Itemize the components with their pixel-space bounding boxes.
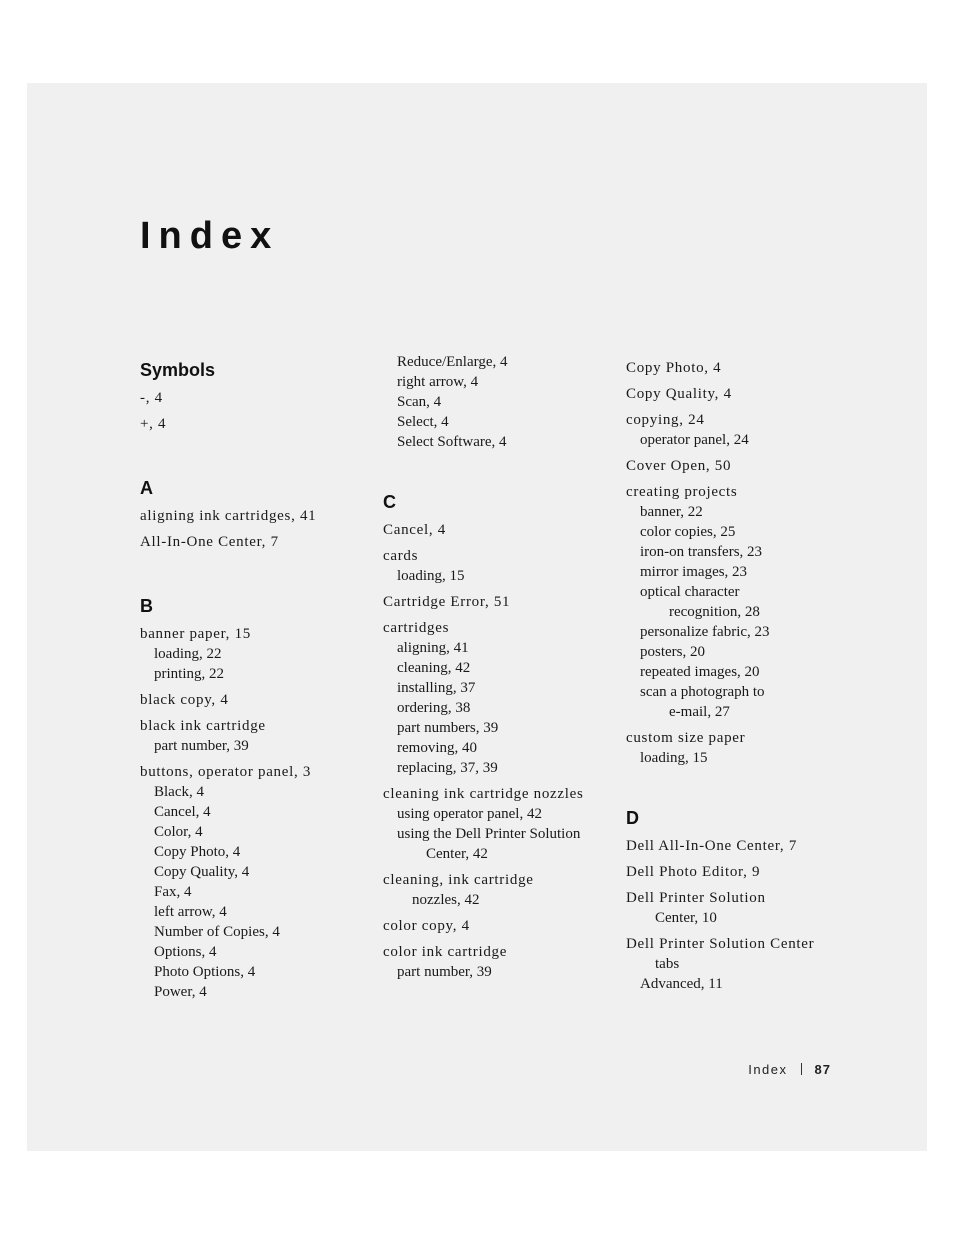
index-subentry: banner, 22 [640,504,703,520]
page-footer [748,1061,831,1079]
index-entry: cleaning, ink cartridge [383,872,534,888]
index-subentry: aligning, 41 [397,640,469,656]
index-subentry: nozzles, 42 [412,892,480,908]
index-subentry: Photo Options, 4 [154,964,256,980]
section-heading: D [626,808,639,828]
index-subentry: loading, 15 [640,750,708,766]
index-subentry: left arrow, 4 [154,904,227,920]
index-entry: cards [383,548,419,564]
index-entry: color copy, 4 [383,918,470,934]
index-column-1 [140,352,380,1002]
index-subentry: Select Software, 4 [397,434,507,450]
index-subentry: replacing, 37, 39 [397,760,498,776]
index-entry: +, 4 [140,416,167,432]
index-entry: Cancel, 4 [383,522,446,538]
index-entry: black copy, 4 [140,692,229,708]
index-subentry: Options, 4 [154,944,217,960]
index-subentry: cleaning, 42 [397,660,471,676]
index-subentry: iron-on transfers, 23 [640,544,763,560]
section-heading: Symbols [140,360,216,380]
index-subentry: operator panel, 24 [640,432,749,448]
index-subentry: Center, 42 [426,846,488,862]
index-subentry: Fax, 4 [154,884,192,900]
index-entry: creating projects [626,484,738,500]
index-subentry: using operator panel, 42 [397,806,542,822]
index-subentry: Number of Copies, 4 [154,924,280,940]
footer-separator [801,1063,802,1075]
index-entry: cleaning ink cartridge nozzles [383,786,584,802]
index-subentry: loading, 22 [154,646,222,662]
index-subentry: Reduce/Enlarge, 4 [397,354,508,370]
page-number: 87 [814,1062,831,1077]
index-subentry: e-mail, 27 [669,704,730,720]
index-entry: Dell Photo Editor, 9 [626,864,761,880]
index-subentry: recognition, 28 [669,604,760,620]
section-heading: A [140,478,153,498]
index-subentry: Copy Quality, 4 [154,864,250,880]
index-subentry: scan a photograph to [640,684,765,700]
index-subentry: removing, 40 [397,740,477,756]
index-subentry: color copies, 25 [640,524,736,540]
index-entry: cartridges [383,620,450,636]
index-entry: copying, 24 [626,412,705,428]
index-entry: aligning ink cartridges, 41 [140,508,317,524]
index-subentry: Copy Photo, 4 [154,844,241,860]
index-entry: -, 4 [140,390,163,406]
index-entry: Copy Photo, 4 [626,360,722,376]
index-entry: Cover Open, 50 [626,458,732,474]
index-entry: buttons, operator panel, 3 [140,764,312,780]
section-heading: B [140,596,153,616]
index-entry: Dell Printer Solution Center [626,936,815,952]
index-entry: black ink cartridge [140,718,266,734]
index-subentry: optical character [640,584,740,600]
index-entry: All-In-One Center, 7 [140,534,279,550]
index-entry: Copy Quality, 4 [626,386,732,402]
index-entry: custom size paper [626,730,746,746]
section-heading: C [383,492,396,512]
index-entry: banner paper, 15 [140,626,251,642]
index-entry: Dell All-In-One Center, 7 [626,838,798,854]
index-subentry: personalize fabric, 23 [640,624,770,640]
index-entry: Dell Printer Solution [626,890,766,906]
index-entry: Cartridge Error, 51 [383,594,511,610]
index-subentry: printing, 22 [154,666,224,682]
index-column-2 [383,352,623,982]
index-subentry: mirror images, 23 [640,564,748,580]
index-subentry: Cancel, 4 [154,804,211,820]
index-subentry: tabs [655,956,680,972]
index-entry: color ink cartridge [383,944,508,960]
footer-label: Index [748,1062,788,1077]
index-subentry: posters, 20 [640,644,705,660]
index-subentry: Color, 4 [154,824,203,840]
index-subentry: part numbers, 39 [397,720,499,736]
index-subentry: part number, 39 [397,964,492,980]
index-subentry: installing, 37 [397,680,476,696]
index-subentry: Advanced, 11 [640,976,723,992]
index-subentry: repeated images, 20 [640,664,760,680]
page-title: Index [140,215,280,257]
index-subentry: Center, 10 [655,910,717,926]
index-subentry: Select, 4 [397,414,449,430]
index-column-3 [626,352,856,994]
index-subentry: Black, 4 [154,784,204,800]
index-subentry: loading, 15 [397,568,465,584]
index-subentry: right arrow, 4 [397,374,479,390]
index-subentry: using the Dell Printer Solution [397,826,581,842]
index-subentry: part number, 39 [154,738,249,754]
index-subentry: ordering, 38 [397,700,471,716]
index-subentry: Scan, 4 [397,394,442,410]
index-subentry: Power, 4 [154,984,207,1000]
